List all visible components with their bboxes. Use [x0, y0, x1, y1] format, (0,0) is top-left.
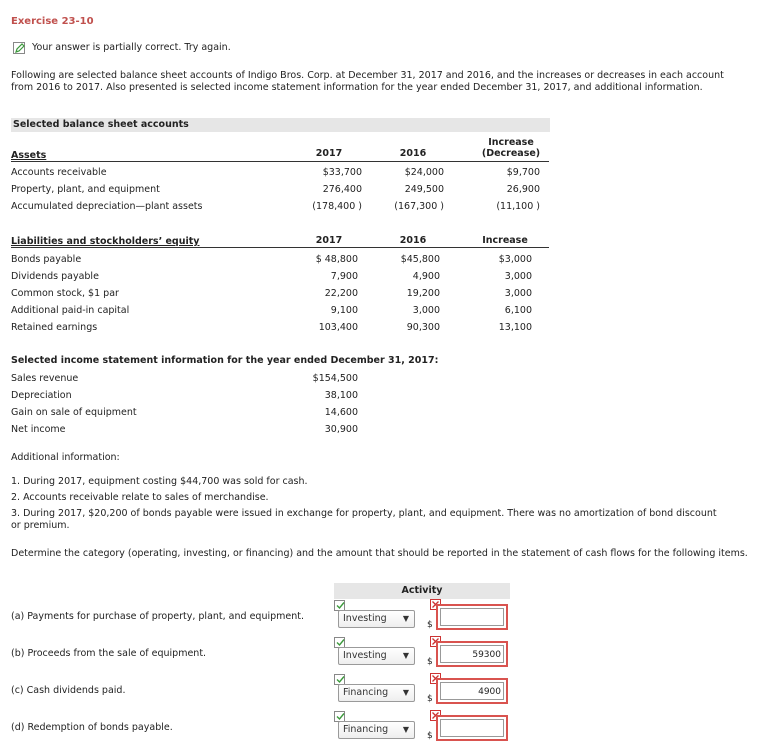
liability-value-2017: 103,400: [318, 322, 358, 333]
chevron-down-icon: ▼: [402, 688, 409, 697]
income-row-value: $154,500: [312, 373, 358, 384]
assets-heading: Assets: [11, 150, 47, 161]
liability-row-label: Bonds payable: [11, 254, 82, 265]
currency-symbol: $: [427, 731, 433, 741]
amount-input-value[interactable]: 59300: [440, 645, 504, 663]
activity-select-value: Investing: [343, 650, 387, 661]
answer-label: (a) Payments for purchase of property, plant, and equipment.: [11, 611, 305, 622]
asset-value-change: 26,900: [506, 184, 540, 195]
income-row-label: Sales revenue: [11, 373, 79, 384]
currency-symbol: $: [427, 694, 433, 704]
activity-select[interactable]: [338, 610, 415, 628]
chevron-down-icon: ▼: [402, 725, 409, 734]
income-row-value: 38,100: [324, 390, 358, 401]
answer-label: (b) Proceeds from the sale of equipment.: [11, 648, 207, 659]
income-row-value: 30,900: [324, 424, 358, 435]
answer-label: (d) Redemption of bonds payable.: [11, 722, 173, 733]
liability-value-change: $3,000: [498, 254, 532, 265]
liability-value-2017: 9,100: [330, 305, 358, 316]
asset-value-2016: $24,000: [404, 167, 444, 178]
currency-symbol: $: [427, 620, 433, 630]
asset-value-2017: 276,400: [322, 184, 362, 195]
activity-select[interactable]: [338, 647, 415, 665]
liability-value-change: 6,100: [504, 305, 532, 316]
activity-select-value: Investing: [343, 613, 387, 624]
exercise-title: Exercise 23-10: [11, 16, 94, 27]
income-heading: Selected income statement information for the year ended December 31, 2017:: [11, 355, 439, 366]
additional-item-3: 3. During 2017, $20,200 of bonds payable were issued in exchange for property, plant, and equipment. There was no amortization of bond discount or premium.: [11, 508, 717, 531]
asset-value-2016: 249,500: [404, 184, 444, 195]
liab-col-2016-header: 2016: [399, 235, 427, 246]
asset-row-label: Property, plant, and equipment: [11, 184, 160, 195]
liability-row-label: Dividends payable: [11, 271, 99, 282]
amount-input-value[interactable]: [440, 608, 504, 626]
liability-value-change: 3,000: [504, 288, 532, 299]
asset-row-label: Accumulated depreciation—plant assets: [11, 201, 203, 212]
balance-sheet-header: Selected balance sheet accounts: [11, 118, 550, 132]
asset-row-label: Accounts receivable: [11, 167, 107, 178]
amount-input[interactable]: [436, 604, 508, 630]
liab-col-2017-header: 2017: [315, 235, 343, 246]
amount-input-value[interactable]: [440, 719, 504, 737]
col-change-header-2: (Decrease): [481, 148, 541, 159]
activity-header: Activity: [334, 583, 510, 599]
question-text: Determine the category (operating, investing, or financing) and the amount that should be reported in the statement of cash flows for the following items.: [11, 548, 748, 559]
chevron-down-icon: ▼: [402, 651, 409, 660]
income-row-label: Depreciation: [11, 390, 72, 401]
answer-label: (c) Cash dividends paid.: [11, 685, 126, 696]
liability-value-2017: $ 48,800: [315, 254, 358, 265]
asset-value-change: $9,700: [506, 167, 540, 178]
asset-value-2016: (167,300 ): [394, 201, 444, 212]
asset-value-2017: $33,700: [322, 167, 362, 178]
liability-value-2016: $45,800: [400, 254, 440, 265]
activity-select[interactable]: [338, 721, 415, 739]
additional-item-2: 2. Accounts receivable relate to sales of merchandise.: [11, 492, 269, 503]
income-row-label: Net income: [11, 424, 66, 435]
liability-value-2016: 4,900: [412, 271, 440, 282]
intro-text: Following are selected balance sheet accounts of Indigo Bros. Corp. at December 31, 2017 and 2016, and the increases or decreases in each account from 2016 to 2017. Also presented is selected income statement information for the year ended December 31, 2017, and additional information.: [11, 70, 724, 93]
liability-row-label: Common stock, $1 par: [11, 288, 119, 299]
liability-value-2017: 7,900: [330, 271, 358, 282]
liability-value-change: 3,000: [504, 271, 532, 282]
asset-value-2017: (178,400 ): [312, 201, 362, 212]
currency-symbol: $: [427, 657, 433, 667]
edit-icon: [13, 42, 25, 54]
activity-select[interactable]: [338, 684, 415, 702]
liab-col-change-header: Increase: [482, 235, 528, 246]
liability-value-2017: 22,200: [324, 288, 358, 299]
liabilities-heading: Liabilities and stockholders’ equity: [11, 236, 200, 247]
amount-input[interactable]: [436, 678, 508, 704]
liability-value-2016: 3,000: [412, 305, 440, 316]
divider: [11, 247, 549, 248]
col-2016-header: 2016: [399, 148, 427, 159]
liability-value-2016: 19,200: [406, 288, 440, 299]
col-change-header-1: Increase: [488, 137, 534, 148]
additional-heading: Additional information:: [11, 452, 120, 463]
amount-input-value[interactable]: 4900: [440, 682, 504, 700]
amount-input[interactable]: [436, 715, 508, 741]
income-row-label: Gain on sale of equipment: [11, 407, 137, 418]
status-message: Your answer is partially correct. Try again.: [32, 42, 231, 53]
activity-select-value: Financing: [343, 687, 389, 698]
activity-select-value: Financing: [343, 724, 389, 735]
divider: [11, 161, 549, 162]
liability-row-label: Retained earnings: [11, 322, 98, 333]
asset-value-change: (11,100 ): [496, 201, 540, 212]
liability-row-label: Additional paid-in capital: [11, 305, 130, 316]
additional-item-1: 1. During 2017, equipment costing $44,700 was sold for cash.: [11, 476, 308, 487]
liability-value-2016: 90,300: [406, 322, 440, 333]
liability-value-change: 13,100: [498, 322, 532, 333]
income-row-value: 14,600: [324, 407, 358, 418]
col-2017-header: 2017: [315, 148, 343, 159]
amount-input[interactable]: [436, 641, 508, 667]
chevron-down-icon: ▼: [402, 614, 409, 623]
